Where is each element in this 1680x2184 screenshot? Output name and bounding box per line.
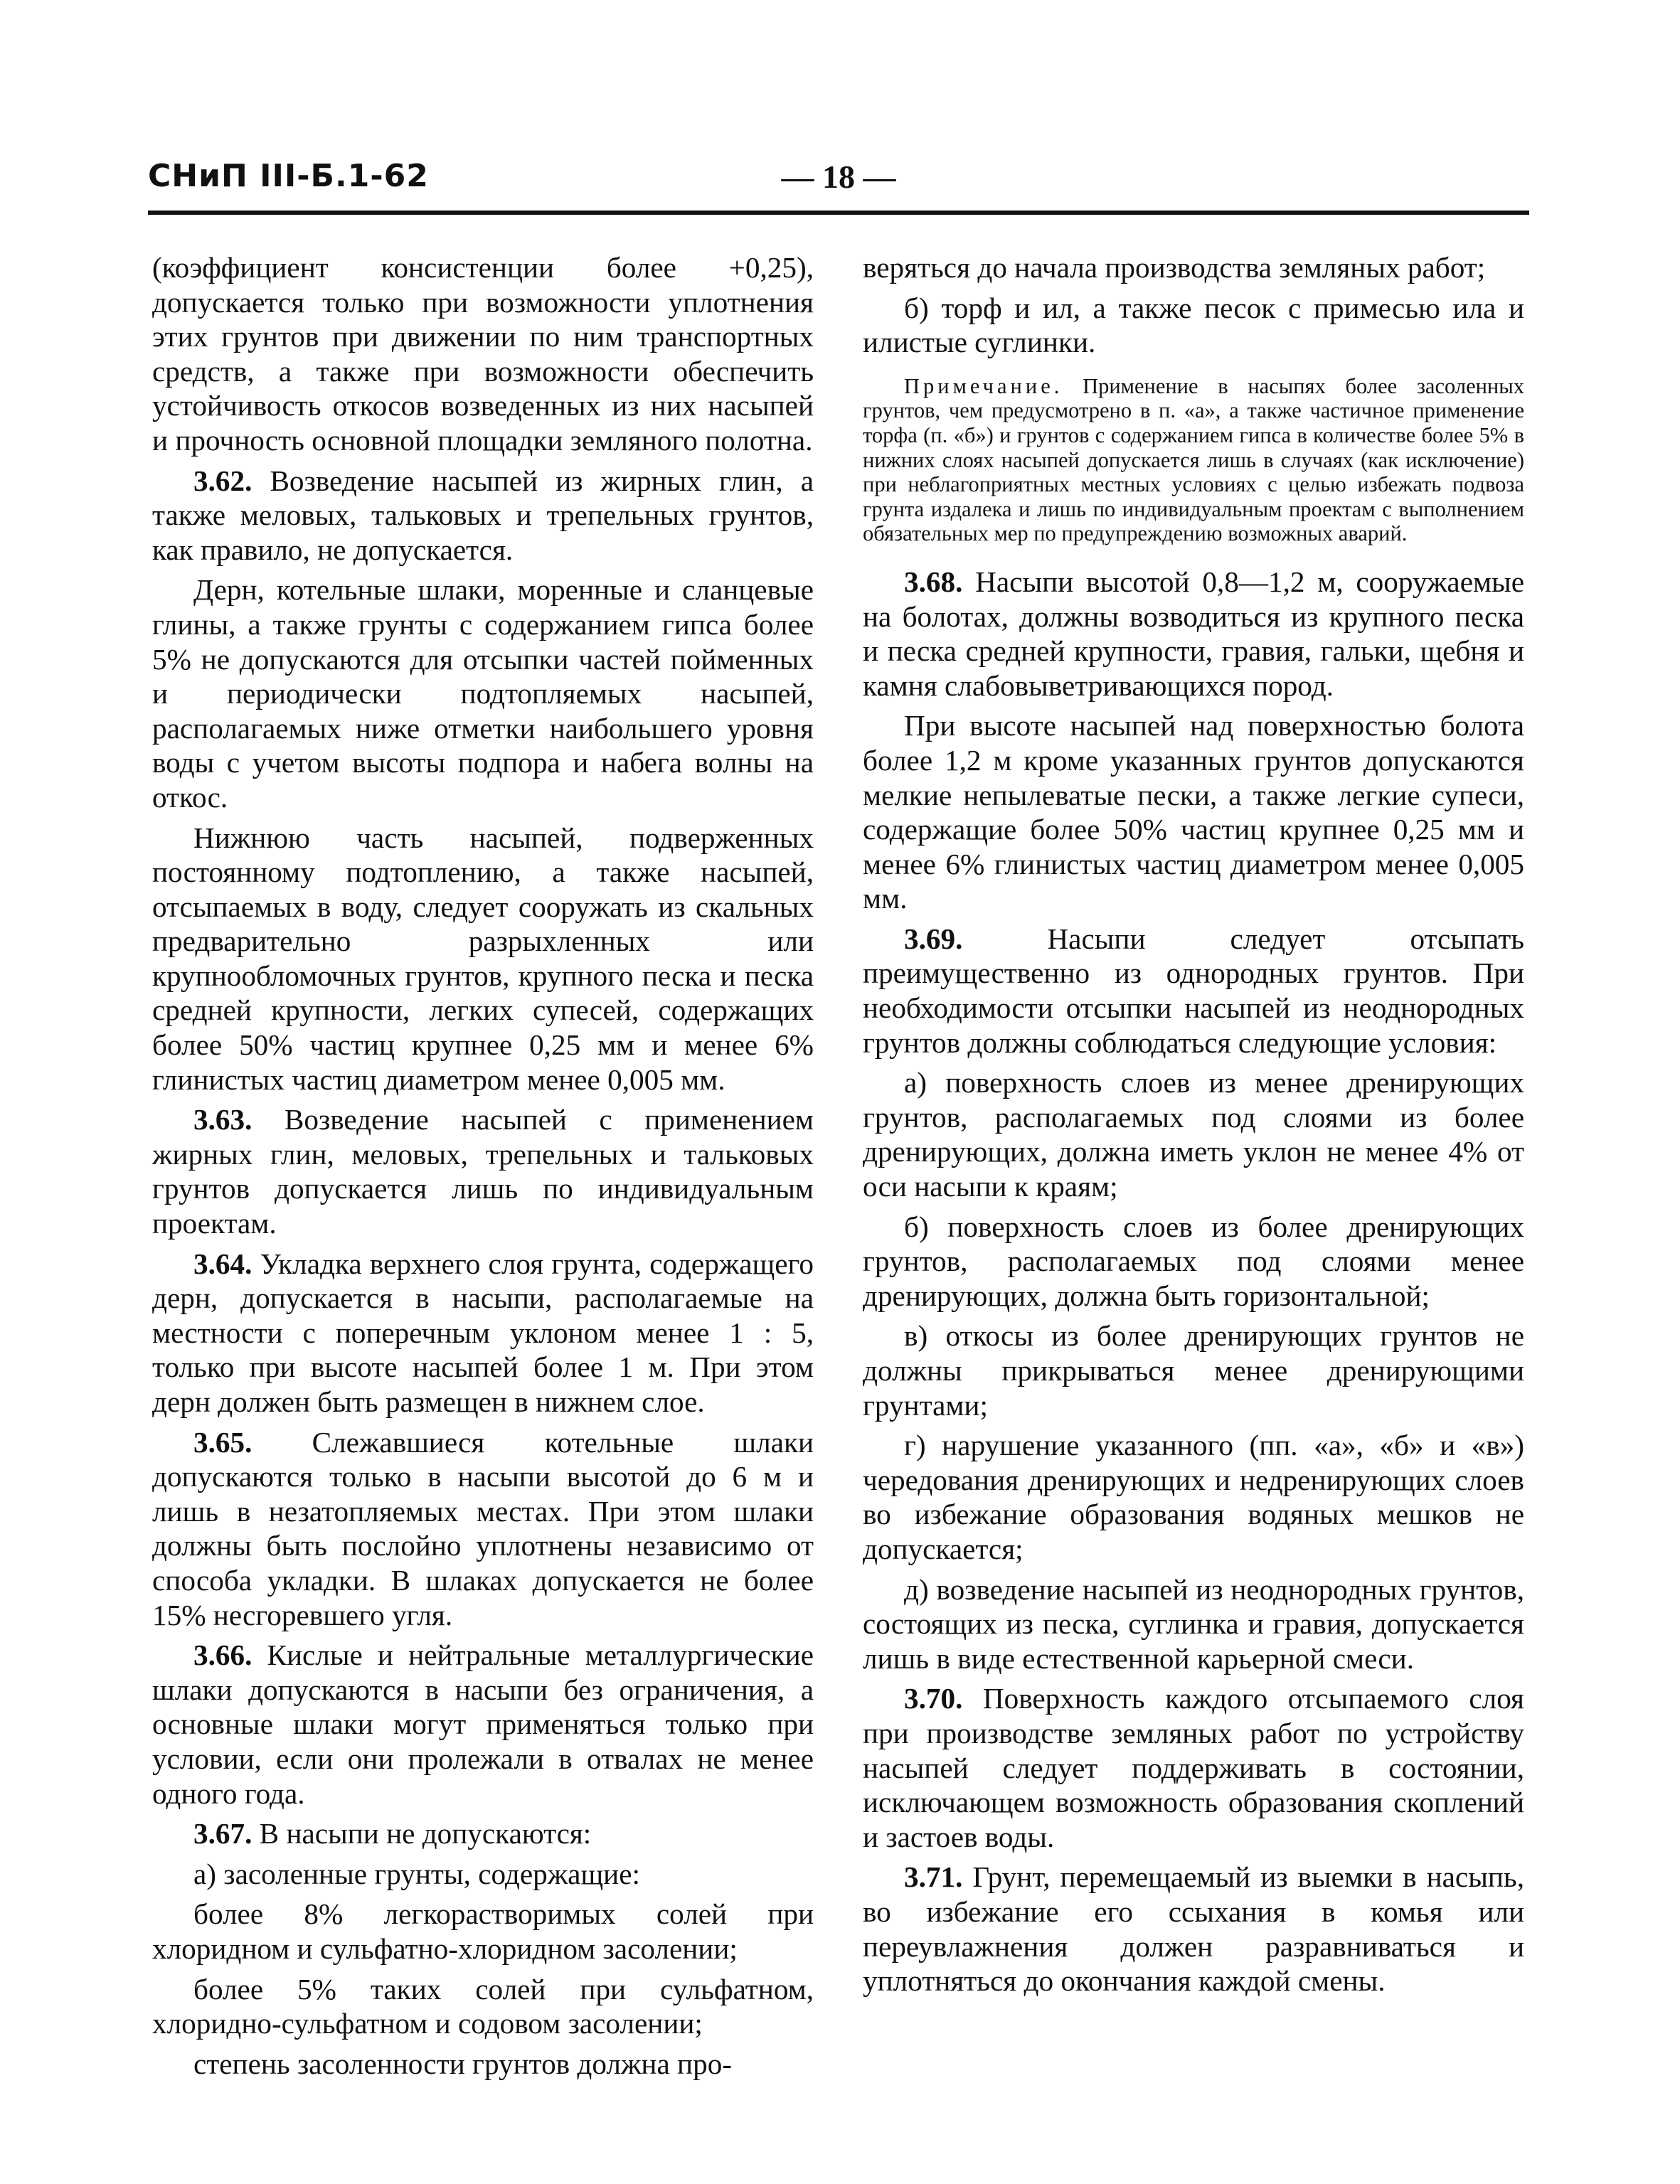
clause-number: 3.67. [193,1817,252,1850]
clause-text: Возведение насыпей с применением жирных глин, меловых, трепельных и тальковых грунтов допускается лишь по индивидуальным проектам. [152,1103,814,1240]
list-item: в) откосы из более дренирующих грунтов не должны прикрываться менее дренирующими грунтами; [863,1319,1524,1422]
paragraph-3-68 [863,565,1524,703]
paragraph: При высоте насыпей над поверхностью болота более 1,2 м кроме указанных грунтов допускаются мелкие непылеватые пески, а также легкие супеси, содержащие более 50% частиц крупнее 0,25 мм и менее 6% глинистых частиц диаметром менее 0,005 мм. [863,709,1524,915]
paragraph-3-66 [152,1638,814,1811]
clause-number: 3.71. [904,1860,963,1894]
clause-text: Насыпи высотой 0,8—1,2 м, сооружаемые на болотах, должны возводиться из крупного песка и песка средней крупности, гравия, гальки, щебня и камня слабовыветривающихся пород. [863,565,1524,702]
paragraph: веряться до начала производства земляных работ; [863,251,1486,284]
paragraph-3-62 [152,464,814,568]
list-item: а) засоленные грунты, содержащие: [193,1857,640,1890]
list-item: г) нарушение указанного (пп. «а», «б» и «в») чередования дренирующих и недренирующих слоев во избежание образования водяных мешков не допускается; [863,1429,1524,1565]
paragraph-3-65 [152,1425,814,1633]
clause-number: 3.66. [193,1639,252,1672]
paragraph: Нижнюю часть насыпей, подверженных постоянному подтоплению, а также насыпей, отсыпаемых в воду, следует сооружать из скальных предварительно разрыхленных или крупнообломочных грунтов, крупного песка и песка средней крупности, легких супесей, содержащих более 50% частиц крупнее 0,25 мм и менее 6% глинистых частиц диаметром менее 0,005 мм. [152,821,814,1096]
clause-number: 3.70. [904,1682,963,1715]
clause-number: 3.68. [904,565,963,598]
clause-text: В насыпи не допускаются: [252,1817,592,1850]
clause-text: Возведение насыпей из жирных глин, а также меловых, тальковых и трепельных грунтов, как правило, не допускается. [152,464,814,566]
clause-text: Кислые и нейтральные металлургические шлаки допускаются в насыпи без ограничения, а основные шлаки могут применяться только при условии, если они пролежали в отвалах не менее одного года. [152,1639,814,1810]
right-column [863,250,1524,2004]
note-text: Применение в насыпях более засоленных грунтов, чем предусмотрено в п. «а», а также частичное применение торфа (п. «б») и грунтов с содержанием гипса в количестве более 5% в нижних слоях насыпей допускается лишь в случаях (как исключение) при неблагоприятных местных условиях с целью избежать подвоза грунта издалека и лишь по индивидуальным проектам с выполнением обязательных мер по предупреждению возможных аварий. [863,373,1524,546]
paragraph-3-67 [152,1816,814,1851]
page-number: — 18 — [781,159,896,195]
clause-text: Укладка верхнего слоя грунта, содержащего дерн, допускается в насыпи, располагаемые на местности с поперечным уклоном менее 1 : 5, только при высоте насыпей более 1 м. При этом дерн должен быть размещен в нижнем слое. [152,1247,814,1418]
list-item: д) возведение насыпей из неоднородных грунтов, состоящих из песка, суглинка и гравия, допускается лишь в виде естественной карьерной смеси. [863,1572,1524,1675]
clause-number: 3.64. [193,1247,252,1280]
list-item: более 5% таких солей при сульфатном, хлоридно-сульфатном и содовом засолении; [152,1972,814,2040]
list-item: а) поверхность слоев из менее дренирующих грунтов, располагаемых под слоями из более дренирующих, должна иметь уклон не менее 4% от оси насыпи к краям; [863,1066,1524,1203]
clause-text: Поверхность каждого отсыпаемого слоя при производстве земляных работ по устройству насыпей следует поддерживать в состоянии, исключающем возможность образования скоплений и застоев воды. [863,1682,1524,1853]
page-header [148,158,1529,216]
paragraph: (коэффициент консистенции более +0,25), допускается только при возможности уплотнения этих грунтов при движении по ним транспортных средств, а также при возможности обеспечить устойчивость откосов возведенных из них насыпей и прочность основной площадки земляного полотна. [152,251,814,457]
paragraph: Дерн, котельные шлаки, моренные и сланцевые глины, а также грунты с содержанием гипса более 5% не допускаются для отсыпки частей пойменных и периодически подтопляемых насыпей, располагаемых ниже отметки наибольшего уровня воды с учетом высоты подпора и набега волны на откос. [152,573,814,814]
note [863,374,1524,546]
note-label: Примечание. [904,373,1063,398]
paragraph-3-70 [863,1681,1524,1854]
paragraph-3-64 [152,1247,814,1419]
paragraph-3-69 [863,922,1524,1060]
paragraph-3-63 [152,1102,814,1240]
clause-number: 3.69. [904,922,963,955]
document-code: СНиП III-Б.1-62 [148,158,429,194]
list-item: б) торф и ил, а также песок с примесью ила и илистые суглинки. [863,291,1524,359]
list-item: степень засоленности грунтов должна про- [193,2047,733,2080]
clause-number: 3.63. [193,1103,252,1136]
clause-number: 3.65. [193,1425,252,1459]
clause-number: 3.62. [193,464,252,497]
list-item: более 8% легкорастворимых солей при хлоридном и сульфатно-хлоридном засолении; [152,1897,814,1965]
left-column [152,250,814,2087]
paragraph-3-71 [863,1860,1524,1998]
clause-text: Грунт, перемещаемый из выемки в насыпь, во избежание его ссыхания в комья или переувлажнения должен разравниваться и уплотняться до окончания каждой смены. [863,1860,1524,1998]
header-rule [148,211,1529,215]
list-item: б) поверхность слоев из более дренирующих грунтов, располагаемых под слоями менее дренирующих, должна быть горизонтальной; [863,1210,1524,1312]
clause-text: Слежавшиеся котельные шлаки допускаются только в насыпи высотой до 6 м и лишь в незатопляемых местах. При этом шлаки должны быть послойно уплотнены независимо от способа укладки. В шлаках допускается не более 15% несгоревшего угля. [152,1425,814,1631]
clause-text: Насыпи следует отсыпать преимущественно из однородных грунтов. При необходимости отсыпки насыпей из неоднородных грунтов должны соблюдаться следующие условия: [863,922,1524,1059]
